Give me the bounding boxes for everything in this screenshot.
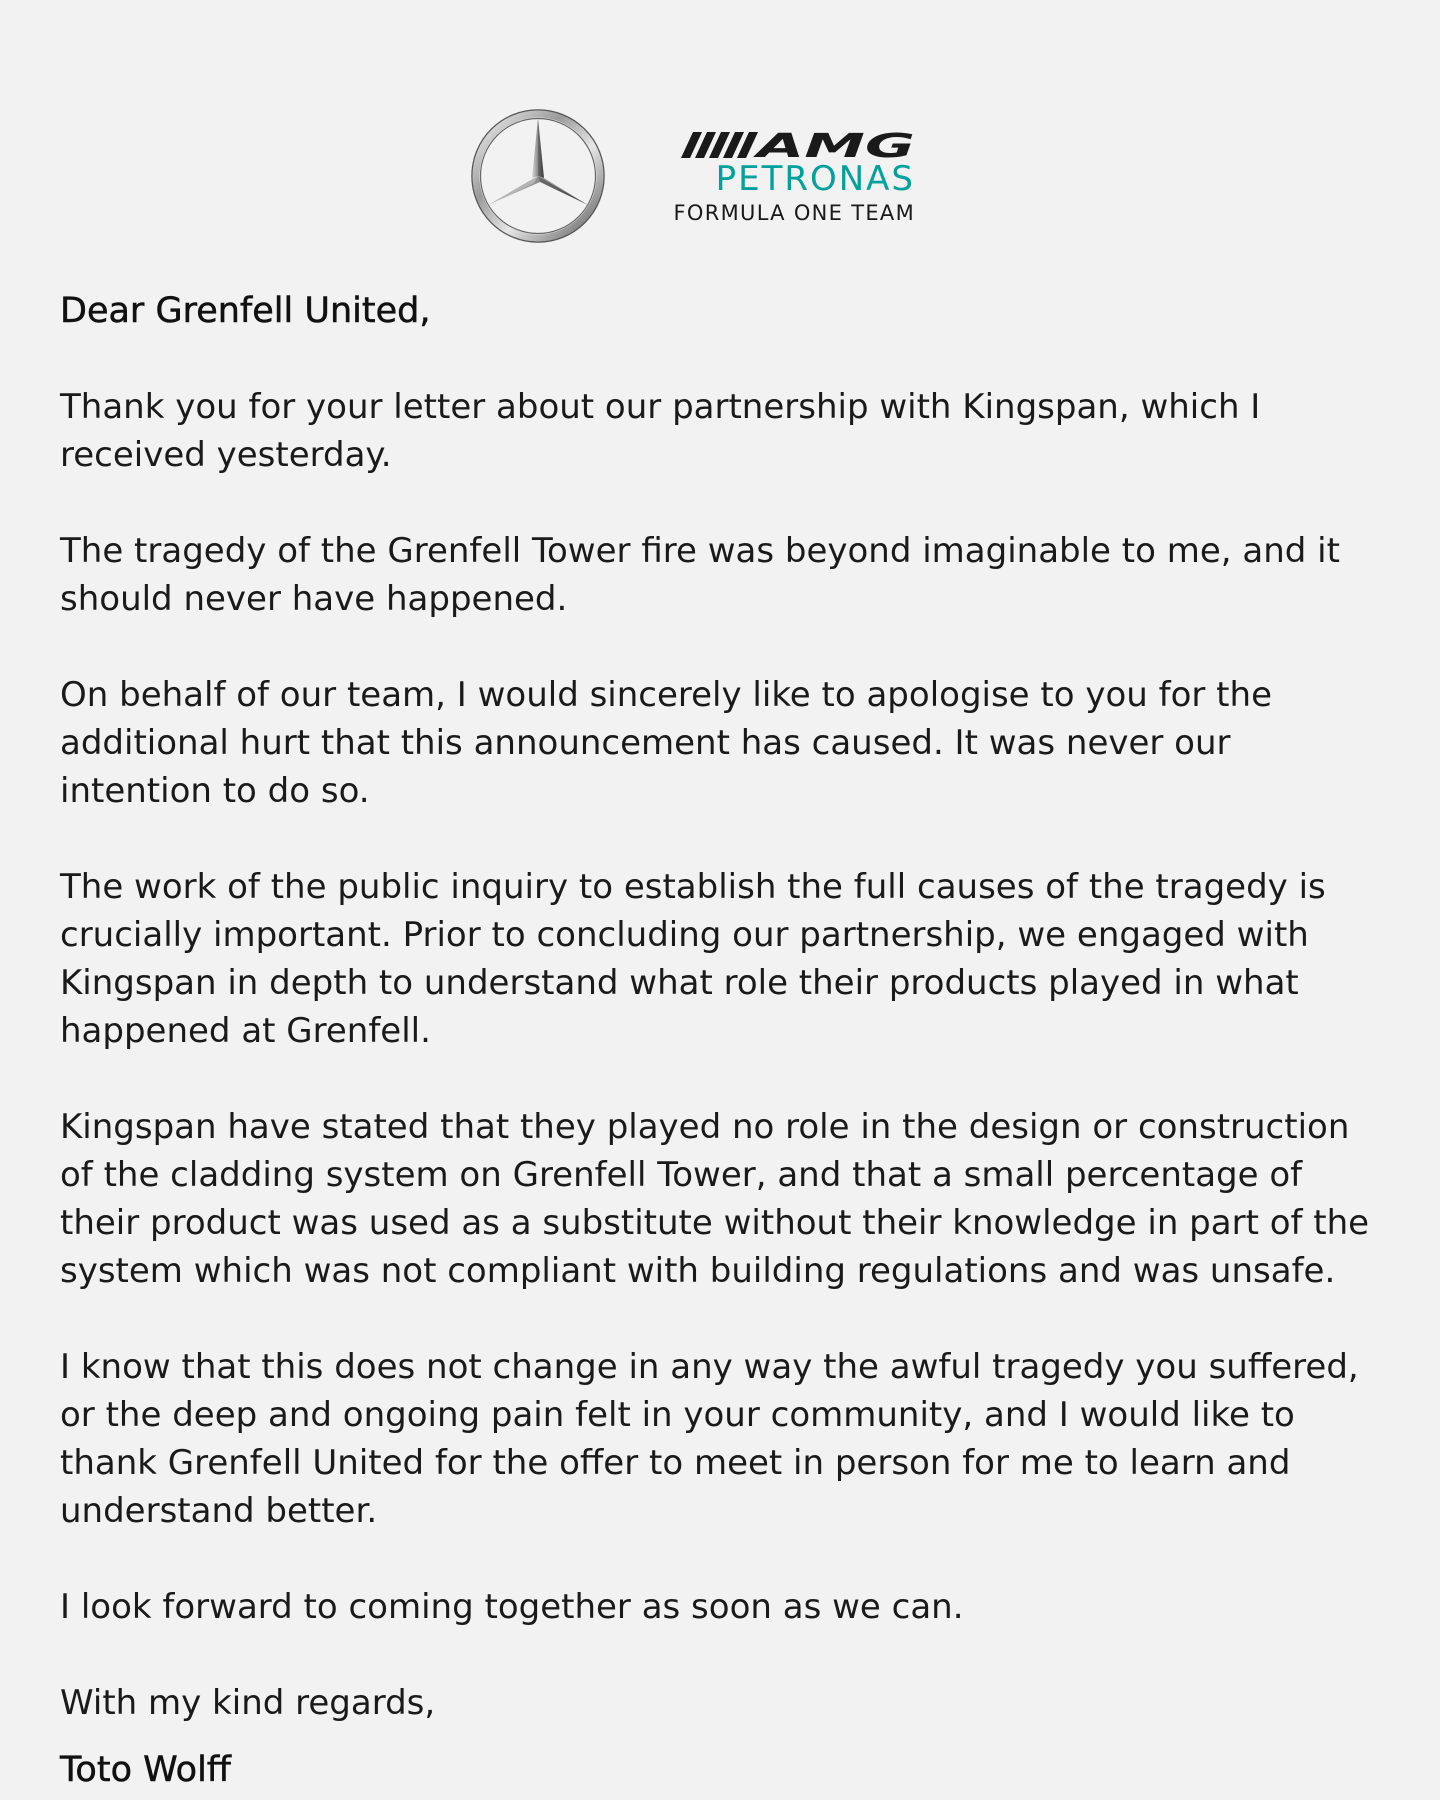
paragraph-thanks: Thank you for your letter about our partnership with Kingspan, which I received yesterday. [60, 387, 1261, 475]
letter-body [60, 287, 1390, 1794]
brand-petronas: PETRONAS [715, 159, 915, 199]
paragraph-inquiry: The work of the public inquiry to establish the full causes of the tragedy is crucially important. Prior to concluding our partnership, we engaged with Kingspan in depth to understand what role their products played in what happened at Grenfell. [60, 867, 1326, 1051]
paragraph-acknowledgement: I know that this does not change in any way the awful tragedy you suffered, or the deep and ongoing pain felt in your community, and I would like to thank Grenfell United for the offer to meet in person for me to learn and understand better. [60, 1347, 1359, 1531]
paragraph-kingspan-statement: Kingspan have stated that they played no role in the design or construction of the cladding system on Grenfell Tower, and that a small percentage of their product was used as a substitute without their knowledge in part of the system which was not compliant with building regulations and was unsafe. [60, 1107, 1370, 1291]
mercedes-star-icon [468, 106, 608, 246]
brand-team: FORMULA ONE TEAM [673, 201, 915, 225]
brand-amg: AMG [751, 132, 915, 158]
paragraph-tragedy: The tragedy of the Grenfell Tower fire was beyond imaginable to me, and it should never have happened. [60, 531, 1340, 619]
team-brand-mark [638, 132, 918, 228]
letterhead [468, 104, 918, 249]
paragraph-apology: On behalf of our team, I would sincerely like to apologise to you for the additional hurt that this announcement has caused. It was never our intention to do so. [60, 675, 1272, 811]
paragraph-forward: I look forward to coming together as soon as we can. [60, 1587, 964, 1627]
signature: Toto Wolff [60, 1750, 231, 1790]
closing: With my kind regards, [60, 1683, 436, 1723]
salutation: Dear Grenfell United, [60, 291, 431, 331]
amg-logo [681, 132, 915, 158]
